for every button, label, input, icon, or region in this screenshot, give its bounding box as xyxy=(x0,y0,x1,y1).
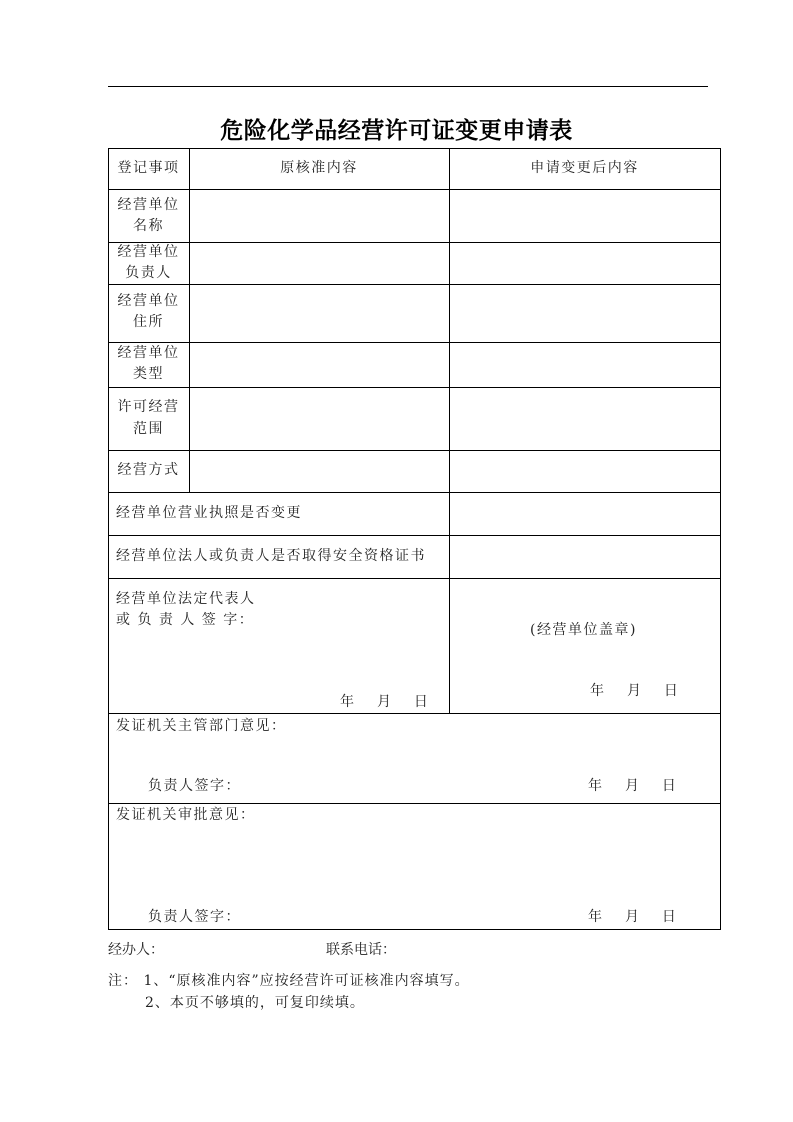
seal-date: 年 月 日 xyxy=(590,683,680,699)
header-original: 原核准内容 xyxy=(280,160,358,176)
row-label: 住所 xyxy=(133,314,164,330)
page-title: 危险化学品经营许可证变更申请表 xyxy=(220,118,573,144)
row-label: 经营单位 xyxy=(117,244,180,260)
handler-label: 经办人： xyxy=(108,942,164,958)
seal-label: (经营单位盖章) xyxy=(530,622,637,638)
divider xyxy=(108,342,721,343)
row-label: 经营方式 xyxy=(117,462,180,478)
row-label: 经营单位 xyxy=(117,197,180,213)
divider xyxy=(108,242,721,243)
divider xyxy=(108,535,721,536)
divider xyxy=(720,148,721,930)
row-label: 类型 xyxy=(133,366,164,382)
divider xyxy=(108,450,721,451)
row-label: 经营单位 xyxy=(117,293,180,309)
divider xyxy=(108,929,721,930)
signature-label: 经营单位法定代表人 xyxy=(116,591,256,607)
header-rule xyxy=(108,86,708,87)
row-label: 名称 xyxy=(133,218,164,234)
signature-label: 或 负 责 人 签 字： xyxy=(116,612,255,628)
phone-label: 联系电话： xyxy=(326,942,396,958)
header-item: 登记事项 xyxy=(117,160,180,176)
license-change-label: 经营单位营业执照是否变更 xyxy=(116,505,302,521)
dept-date: 年 月 日 xyxy=(588,778,678,794)
approval-sign-label: 负责人签字： xyxy=(148,909,241,925)
row-label: 经营单位 xyxy=(117,345,180,361)
divider xyxy=(189,148,190,492)
header-changed: 申请变更后内容 xyxy=(530,160,639,176)
signature-date: 年 月 日 xyxy=(340,694,430,710)
divider xyxy=(449,148,450,713)
divider xyxy=(108,148,721,149)
divider xyxy=(108,803,721,804)
divider xyxy=(108,713,721,714)
row-label: 许可经营 xyxy=(117,399,180,415)
row-label: 范围 xyxy=(133,421,164,437)
divider xyxy=(108,189,721,190)
safety-cert-label: 经营单位法人或负责人是否取得安全资格证书 xyxy=(116,548,426,564)
row-label: 负责人 xyxy=(125,265,172,281)
approval-date: 年 月 日 xyxy=(588,909,678,925)
approval-label: 发证机关审批意见： xyxy=(116,807,256,823)
note-1: 注： 1、“原核准内容”应按经营许可证核准内容填写。 xyxy=(108,973,470,989)
dept-sign-label: 负责人签字： xyxy=(148,778,241,794)
divider xyxy=(108,387,721,388)
dept-opinion-label: 发证机关主管部门意见： xyxy=(116,718,287,734)
divider xyxy=(108,284,721,285)
divider xyxy=(108,578,721,579)
divider xyxy=(108,492,721,493)
note-2: 2、本页不够填的，可复印续填。 xyxy=(145,995,365,1011)
